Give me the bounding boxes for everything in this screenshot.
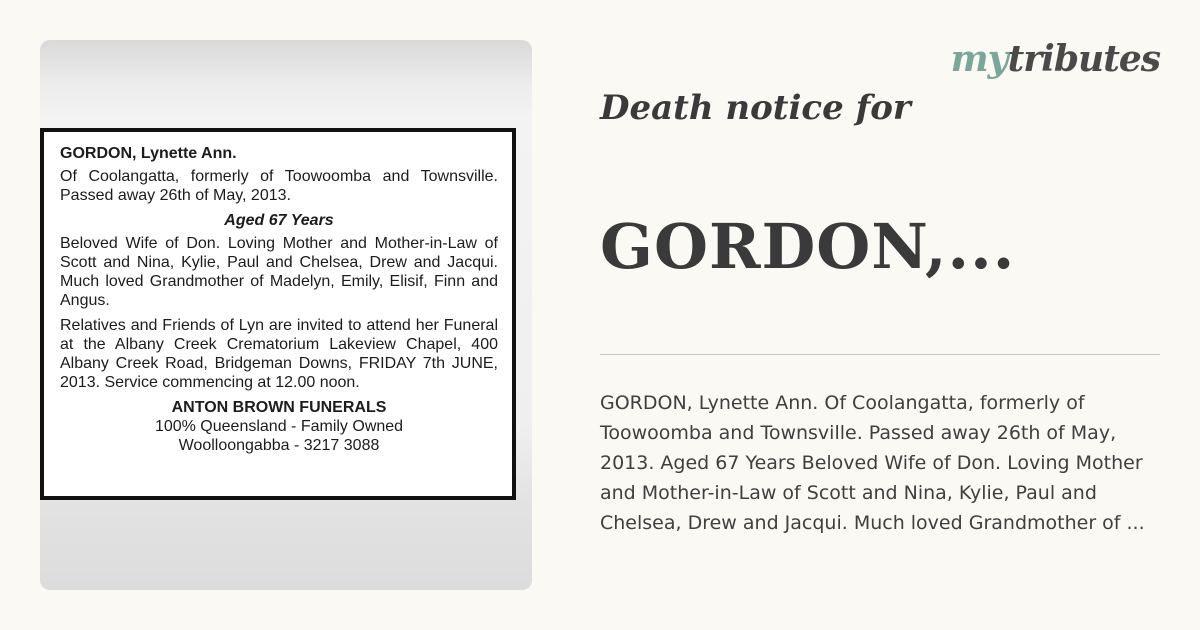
funeral-director-line1: 100% Queensland - Family Owned [154,418,404,435]
divider [600,354,1160,355]
funeral-director-line2: Woolloongabba - 3217 3088 [178,437,380,454]
mytributes-logo[interactable] [951,38,1160,80]
notice-funeral: Relatives and Friends of Lyn are invited to attend her Funeral at the Albany Creek Crematorium Lakeview Chapel, 400 Albany Creek Road, Bridgeman Downs, FRIDAY 7th JUNE, 2013. Service commencing at 12.00 noon. [60,317,498,391]
funeral-director-name: ANTON BROWN FUNERALS [171,399,387,416]
notice-family: Beloved Wife of Don. Loving Mother and Mother-in-Law of Scott and Nina, Kylie, Paul and Chelsea, Drew and Jacqui. Much loved Grandmother of Madelyn, Emily, Elisif, Finn and Angus. [60,235,498,309]
notice-origin: Of Coolangatta, formerly of Toowoomba and Townsville. Passed away 26th of May, 2013. [60,168,498,204]
logo-tributes: tributes [1007,38,1160,80]
notice-age: Aged 67 Years [224,212,334,229]
logo-my: my [950,38,1008,80]
notice-image [40,40,532,590]
notice-name: GORDON, Lynette Ann. [60,145,237,162]
notice-excerpt: GORDON, Lynette Ann. Of Coolangatta, formerly of Toowoomba and Townsville. Passed away 26th of May, 2013. Aged 67 Years Beloved Wife of Don. Loving Mother and Mother-in-Law of Scott and Nina, Kylie, Paul and Chelsea, Drew and Jacqui. Much loved Grandmother of ... [600,392,1145,534]
page-heading: Death notice for [600,88,911,128]
newspaper-notice [40,128,516,500]
page-title: GORDON,... [600,210,1016,283]
